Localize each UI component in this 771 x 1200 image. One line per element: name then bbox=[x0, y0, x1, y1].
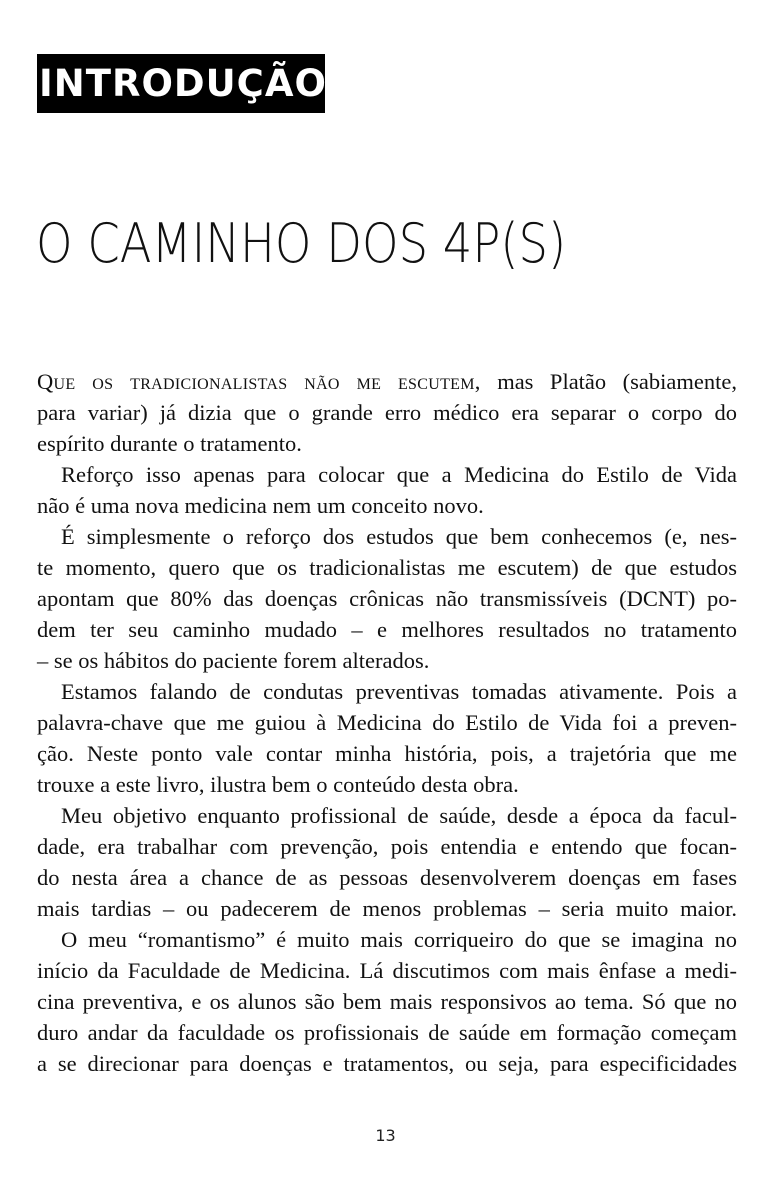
paragraph-3-line-3: apontam que 80% das doenças crônicas não transmissíveis (DCNT) po- bbox=[37, 586, 737, 611]
paragraph-5-line-2: dade, era trabalhar com prevenção, pois entendia e entendo que focan- bbox=[37, 834, 737, 859]
paragraph-2-line-2: não é uma nova medicina nem um conceito novo. bbox=[37, 493, 484, 518]
paragraph-3-line-4: dem ter seu caminho mudado – e melhores resultados no tratamento bbox=[37, 617, 737, 642]
paragraph-3-line-5: – se os hábitos do paciente forem alterados. bbox=[37, 648, 430, 673]
paragraph-2-line-1: Reforço isso apenas para colocar que a Medicina do Estilo de Vida bbox=[61, 462, 737, 487]
paragraph-4-line-4: trouxe a este livro, ilustra bem o conteúdo desta obra. bbox=[37, 772, 519, 797]
paragraph-3-line-2: te momento, quero que os tradicionalistas me escutem) de que estudos bbox=[37, 555, 737, 580]
paragraph-1-line-1: Que os tradicionalistas não me escutem, mas Platão (sabiamente, bbox=[37, 369, 737, 394]
page-number: 13 bbox=[375, 1126, 396, 1145]
paragraph-1-line-3: espírito durante o tratamento. bbox=[37, 431, 302, 456]
paragraph-6-line-5: a se direcionar para doenças e tratamentos, ou seja, para especificidades bbox=[37, 1051, 737, 1076]
paragraph-4-line-2: palavra-chave que me guiou à Medicina do Estilo de Vida foi a preven- bbox=[37, 710, 737, 735]
paragraph-6-line-1: O meu “romantismo” é muito mais corriqueiro do que se imagina no bbox=[61, 927, 737, 952]
chapter-title: O CAMINHO DOS 4P(S) bbox=[36, 212, 567, 275]
paragraph-6-line-4: duro andar da faculdade os profissionais de saúde em formação começam bbox=[37, 1020, 737, 1045]
paragraph-6-line-3: cina preventiva, e os alunos são bem mais responsivos ao tema. Só que no bbox=[37, 989, 737, 1014]
paragraph-1-line-2: para variar) já dizia que o grande erro médico era separar o corpo do bbox=[37, 400, 737, 425]
section-label: INTRODUÇÃO bbox=[37, 54, 325, 113]
paragraph-5-line-3: do nesta área a chance de as pessoas desenvolverem doenças em fases bbox=[37, 865, 737, 890]
lead-in-smallcaps: Que os tradicionalistas não me escutem, bbox=[37, 369, 481, 394]
paragraph-3-line-1: É simplesmente o reforço dos estudos que bem conhecemos (e, nes- bbox=[61, 524, 737, 549]
paragraph-4-line-3: ção. Neste ponto vale contar minha história, pois, a trajetória que me bbox=[37, 741, 737, 766]
paragraph-5-line-1: Meu objetivo enquanto profissional de saúde, desde a época da facul- bbox=[61, 803, 737, 828]
paragraph-5-line-4: mais tardias – ou padecerem de menos problemas – seria muito maior. bbox=[37, 896, 737, 921]
paragraph-4-line-1: Estamos falando de condutas preventivas tomadas ativamente. Pois a bbox=[61, 679, 737, 704]
body-text bbox=[37, 366, 737, 1079]
paragraph-6-line-2: início da Faculdade de Medicina. Lá discutimos com mais ênfase a medi- bbox=[37, 958, 737, 983]
